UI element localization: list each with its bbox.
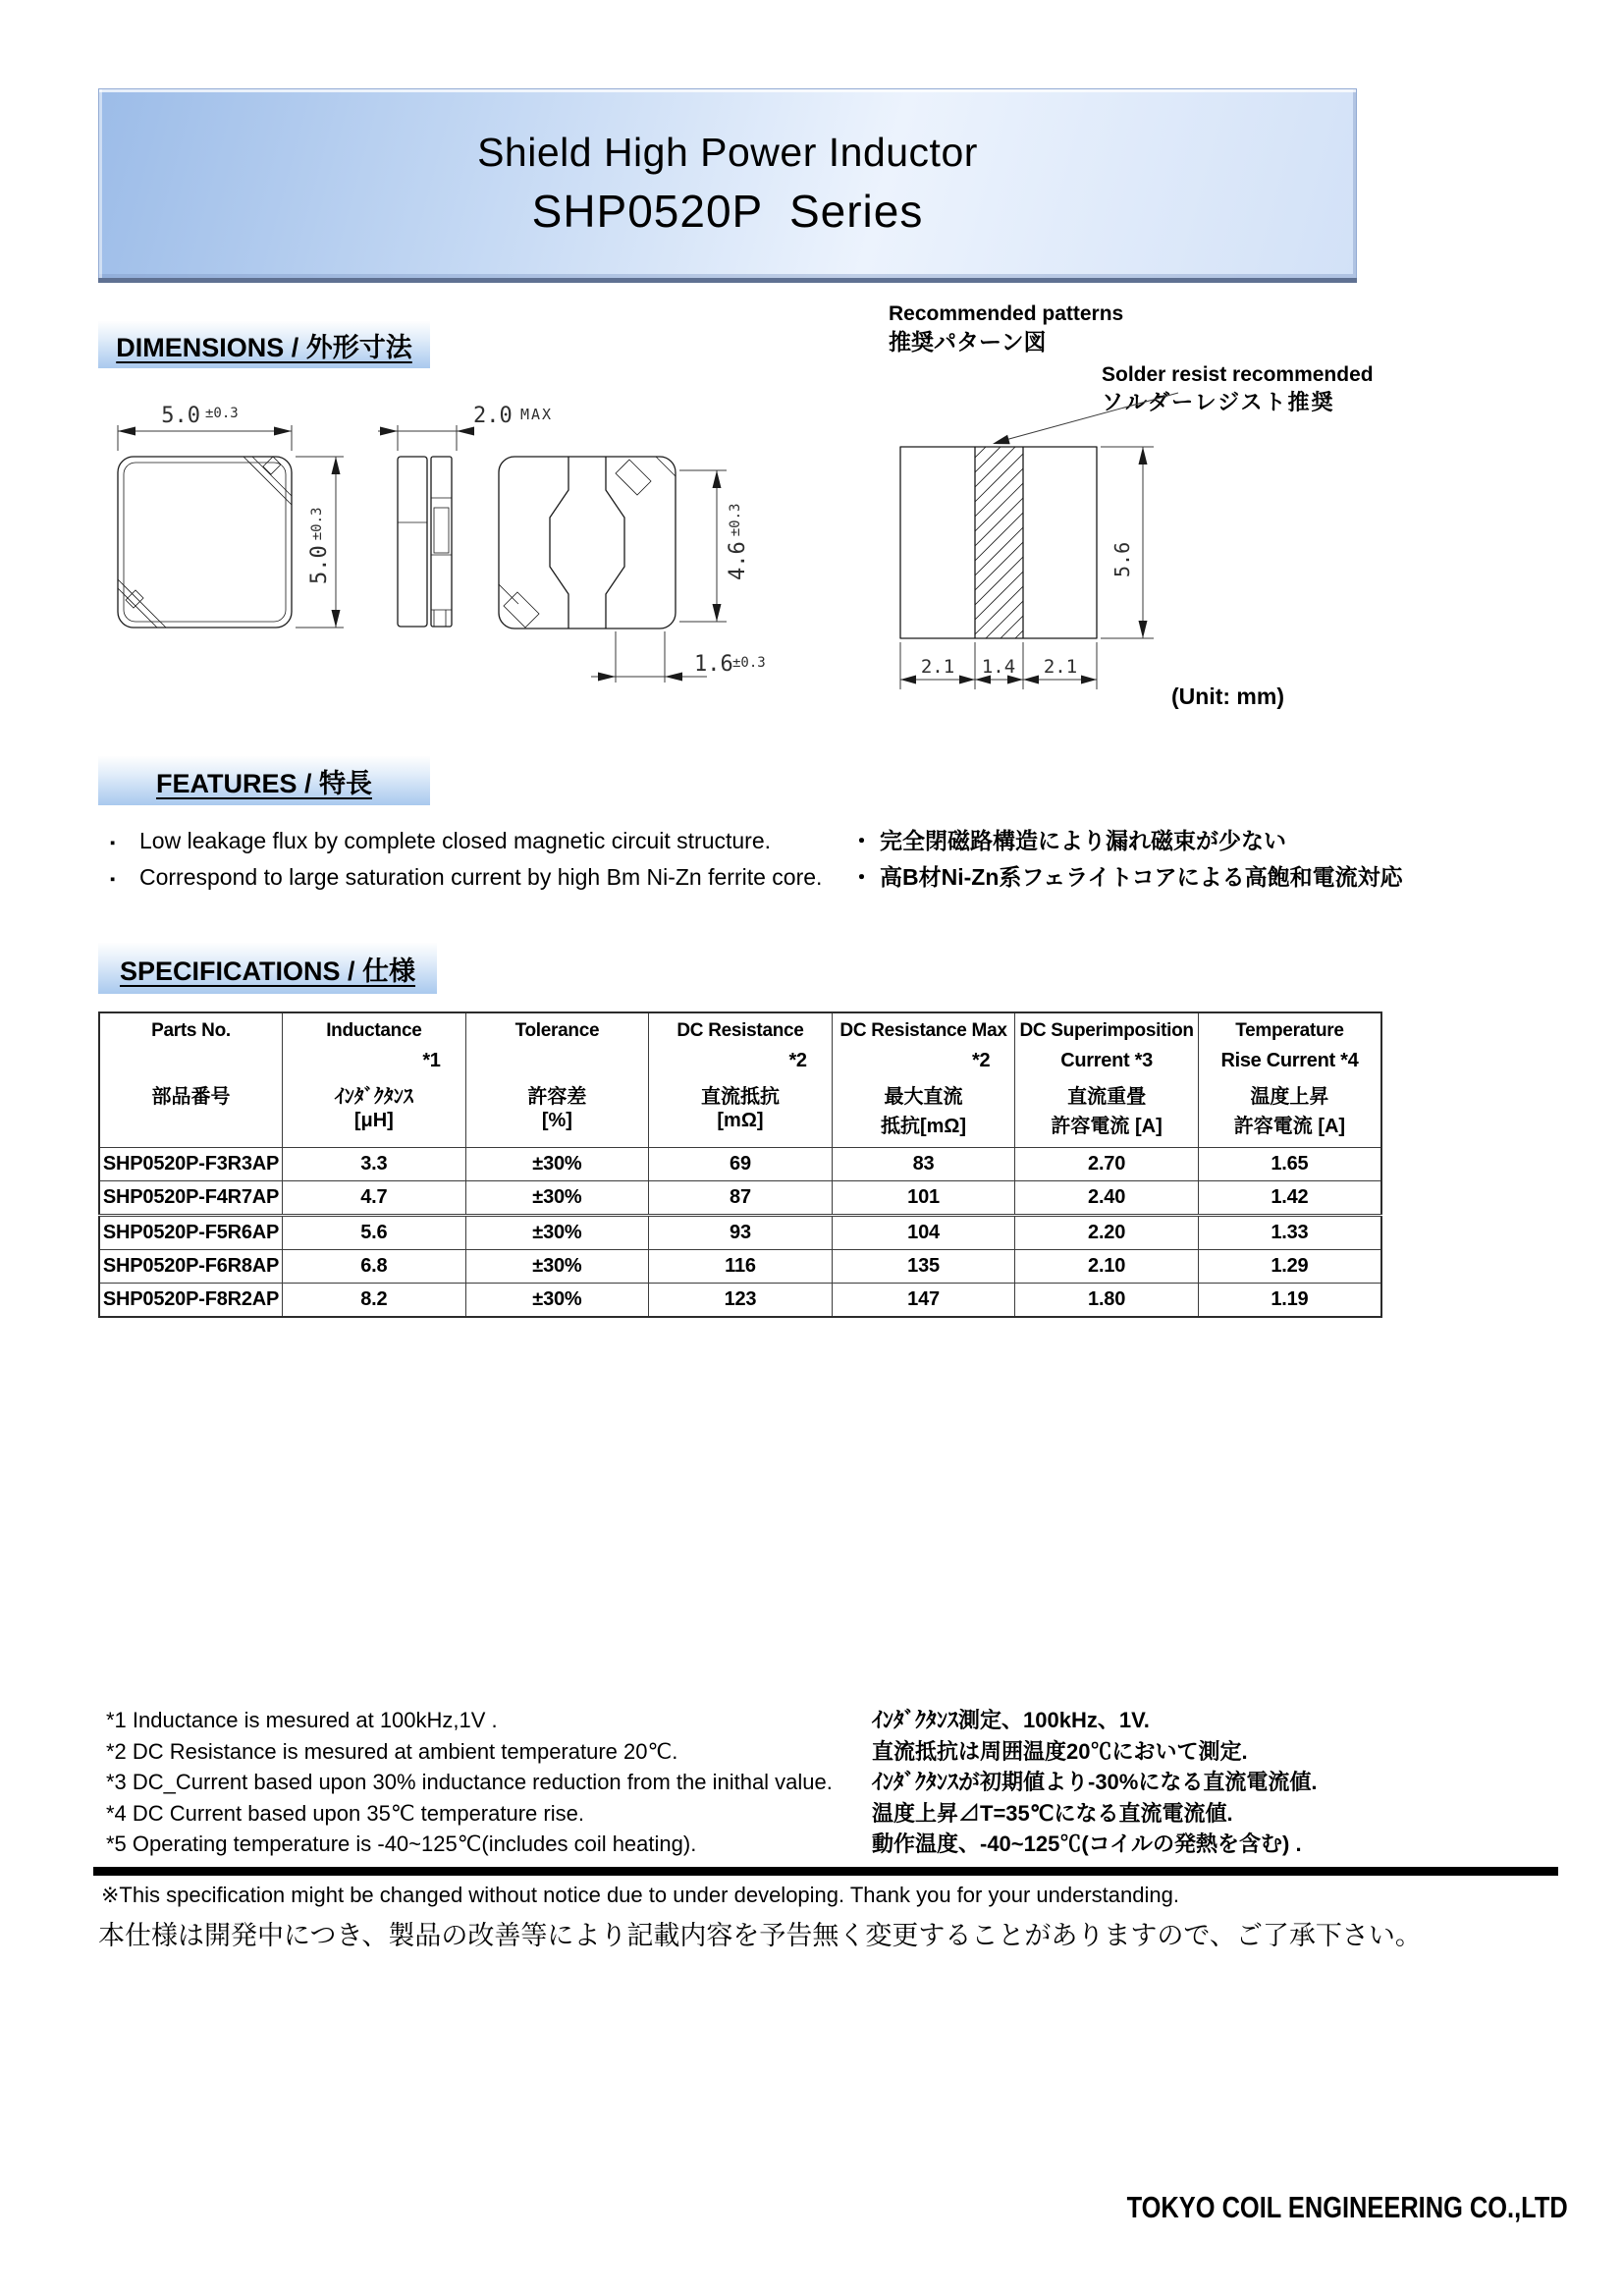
cell-parts-no: SHP0520P-F6R8AP xyxy=(99,1250,283,1284)
cell: 116 xyxy=(649,1250,833,1284)
pattern-height-value: 5.6 xyxy=(1110,541,1134,577)
feature-item xyxy=(850,823,1403,859)
feature-text: Correspond to large saturation current by high Bm Ni-Zn ferrite core. xyxy=(139,864,823,890)
feature-text: Low leakage flux by complete closed magnetic circuit structure. xyxy=(139,828,772,853)
solder-resist-callout-en: Solder resist recommended xyxy=(1102,363,1374,386)
col-header-dc-resistance-max: DC Resistance Max *2 最大直流 抵抗[mΩ] xyxy=(832,1012,1015,1148)
col-header-tolerance: Tolerance 許容差 [%] xyxy=(465,1012,649,1148)
table-row xyxy=(99,1181,1381,1216)
side-view-width-note: MAX xyxy=(520,406,554,423)
section-label-dimensions xyxy=(98,321,430,368)
cell: 93 xyxy=(649,1216,833,1250)
cell-parts-no: SHP0520P-F4R7AP xyxy=(99,1181,283,1216)
disclaimer-jp: 本仕様は開発中につき、製品の改善等により記載内容を予告無く変更することがありますので、ご了承下さい。 xyxy=(98,1921,1422,1950)
table-row xyxy=(99,1148,1381,1181)
bullet-icon: ・ xyxy=(850,828,873,853)
spec-table xyxy=(98,1011,1382,1318)
top-view-width-dim: 5.0 xyxy=(161,404,200,428)
footnotes-jp xyxy=(872,1705,1317,1860)
section-label-specifications-text: SPECIFICATIONS / 仕様 xyxy=(119,956,416,986)
footnote: 動作温度、-40~125℃(コイルの発熱を含む) . xyxy=(872,1831,1302,1856)
bottom-view xyxy=(499,457,766,683)
cell-parts-no: SHP0520P-F3R3AP xyxy=(99,1148,283,1181)
table-row xyxy=(99,1284,1381,1318)
side-view-width-dim: 2.0 xyxy=(473,404,513,428)
col-header-dc-resistance: DC Resistance *2 直流抵抗 [mΩ] xyxy=(649,1012,833,1148)
top-view xyxy=(118,404,344,628)
table-row xyxy=(99,1216,1381,1250)
cell: 2.10 xyxy=(1015,1250,1199,1284)
cell: 4.7 xyxy=(283,1181,466,1216)
col-header-temperature-rise: Temperature Rise Current *4 温度上昇 許容電流 [A] xyxy=(1198,1012,1381,1148)
cell: 1.65 xyxy=(1198,1148,1381,1181)
pad-width-dim: 1.6 xyxy=(694,652,733,677)
unit-note: (Unit: mm) xyxy=(1171,683,1284,709)
side-view xyxy=(378,404,553,627)
cell: 1.42 xyxy=(1198,1181,1381,1216)
pattern-width-left: 2.1 xyxy=(920,656,955,678)
page-title-line2: SHP0520P Series xyxy=(531,186,924,237)
top-view-height-dim: $5.0^{\pm 0.3}$ xyxy=(307,507,332,584)
divider-bar xyxy=(93,1867,1558,1876)
col-header-dc-superimposition: DC Superimposition Current *3 直流重畳 許容電流 [A] xyxy=(1015,1012,1199,1148)
top-view-width-tol: ±0.3 xyxy=(205,406,239,421)
feature-item xyxy=(110,823,822,859)
cell: 101 xyxy=(832,1181,1015,1216)
cell: 135 xyxy=(832,1250,1015,1284)
footnote: *4 DC Current based upon 35℃ temperature rise. xyxy=(106,1800,584,1826)
cell: 2.40 xyxy=(1015,1181,1199,1216)
bullet-icon: ・ xyxy=(850,864,873,890)
cell: 69 xyxy=(649,1148,833,1181)
solder-callout-arrow xyxy=(993,393,1178,444)
cell: ±30% xyxy=(465,1181,649,1216)
footnote: ｲﾝﾀﾞｸﾀﾝｽ測定、100kHz、1V. xyxy=(872,1708,1150,1732)
bullet-icon: ▪ xyxy=(110,835,116,851)
cell: 147 xyxy=(832,1284,1015,1318)
footnote: *1 Inductance is mesured at 100kHz,1V . xyxy=(106,1708,498,1732)
section-label-specifications xyxy=(98,943,437,994)
table-row xyxy=(99,1250,1381,1284)
cell: ±30% xyxy=(465,1284,649,1318)
cell: 5.6 xyxy=(283,1216,466,1250)
recommended-patterns-title-en: Recommended patterns xyxy=(889,302,1124,325)
feature-item xyxy=(850,859,1403,896)
section-label-features xyxy=(98,756,430,805)
cell: 123 xyxy=(649,1284,833,1318)
solder-resist-callout-jp: ソルダーレジスト推奨 xyxy=(1102,390,1335,414)
recommended-patterns-heading xyxy=(889,301,1123,355)
cell: 2.20 xyxy=(1015,1216,1199,1250)
section-label-features-text: FEATURES / 特長 xyxy=(155,768,372,798)
pattern-height-dim xyxy=(1101,447,1154,638)
pad-width-tol: ±0.3 xyxy=(732,655,766,671)
col-header-inductance: Inductance *1 ｲﾝﾀﾞｸﾀﾝｽ [μH] xyxy=(283,1012,466,1148)
pattern-pads xyxy=(900,410,1097,693)
cell: 1.80 xyxy=(1015,1284,1199,1318)
cell: ±30% xyxy=(465,1250,649,1284)
cell: 104 xyxy=(832,1216,1015,1250)
bottom-view-height-dim: $4.6^{\pm 0.3}$ xyxy=(726,503,750,580)
cell: 83 xyxy=(832,1148,1015,1181)
pattern-width-mid: 1.4 xyxy=(981,656,1016,678)
footnote: *5 Operating temperature is -40~125℃(includes coil heating). xyxy=(106,1831,697,1856)
feature-text: 高B材Ni-Zn系フェライトコアによる高飽和電流対応 xyxy=(880,864,1403,890)
cell: 87 xyxy=(649,1181,833,1216)
footnotes-en xyxy=(106,1705,833,1860)
recommended-pattern-drawing xyxy=(884,373,1394,712)
cell: ±30% xyxy=(465,1216,649,1250)
page-title-line1: Shield High Power Inductor xyxy=(477,130,978,175)
cell: 8.2 xyxy=(283,1284,466,1318)
features-list-en xyxy=(110,823,822,896)
section-label-dimensions-text: DIMENSIONS / 外形寸法 xyxy=(116,332,412,362)
cell: 2.70 xyxy=(1015,1148,1199,1181)
dimensions-drawing xyxy=(79,388,864,717)
cell-parts-no: SHP0520P-F8R2AP xyxy=(99,1284,283,1318)
pattern-width-right: 2.1 xyxy=(1043,656,1078,678)
cell: ±30% xyxy=(465,1148,649,1181)
footnote: 温度上昇⊿T=35℃になる直流電流値. xyxy=(872,1800,1233,1826)
title-banner xyxy=(98,88,1357,278)
solder-resist-hatch xyxy=(975,410,1023,693)
bullet-icon: ▪ xyxy=(110,871,116,888)
recommended-patterns-title-jp: 推奨パターン図 xyxy=(889,329,1047,355)
footnote: ｲﾝﾀﾞｸﾀﾝｽが初期値より-30%になる直流電流値. xyxy=(872,1770,1318,1794)
cell: 6.8 xyxy=(283,1250,466,1284)
cell: 1.33 xyxy=(1198,1216,1381,1250)
pattern-width-dims xyxy=(900,642,1097,689)
cell-parts-no: SHP0520P-F5R6AP xyxy=(99,1216,283,1250)
feature-item xyxy=(110,859,822,896)
cell: 1.19 xyxy=(1198,1284,1381,1318)
cell: 1.29 xyxy=(1198,1250,1381,1284)
spec-table-header-row xyxy=(99,1012,1381,1148)
feature-text: 完全閉磁路構造により漏れ磁束が少ない xyxy=(880,828,1286,853)
footnote: *3 DC_Current based upon 30% inductance reduction from the inithal value. xyxy=(106,1770,833,1794)
footnote: 直流抵抗は周囲温度20℃において測定. xyxy=(872,1738,1248,1764)
disclaimer-en: ※This specification might be changed without notice due to under developing. Thank you for your understanding. xyxy=(101,1883,1179,1907)
footnote: *2 DC Resistance is mesured at ambient temperature 20℃. xyxy=(106,1738,678,1764)
features-list-jp xyxy=(850,823,1403,896)
col-header-parts-no: Parts No. 部品番号 xyxy=(99,1012,283,1148)
company-name: TOKYO COIL ENGINEERING CO.,LTD xyxy=(1126,2190,1568,2224)
cell: 3.3 xyxy=(283,1148,466,1181)
